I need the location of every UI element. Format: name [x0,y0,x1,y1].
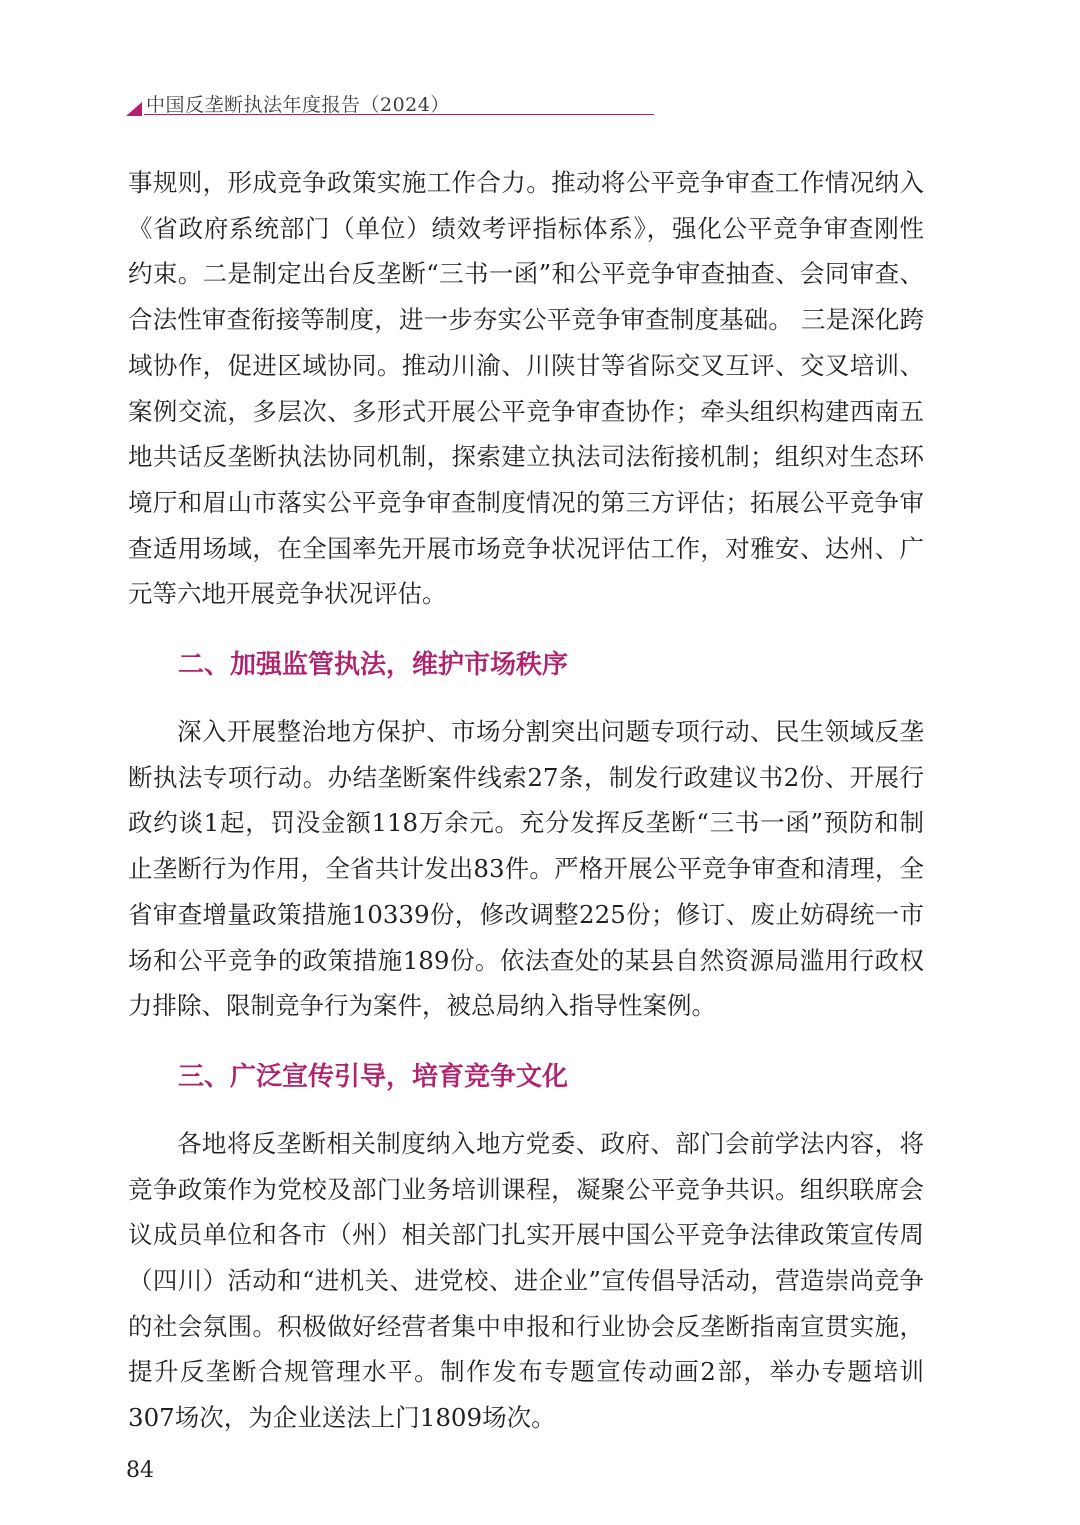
paragraph-enforcement: 深入开展整治地方保护、市场分割突出问题专项行动、民生领域反垄断执法专项行动。办结垄断案件线索27条，制发行政建议书2份、开展行政约谈1起，罚没金额118万余元。充分发挥反垄断“三书一函”预防和制止垄断行为作用，全省共计发出83件。严格开展公平竞争审查和清理，全省审查增量政策措施10339份，修改调整225份；修订、废止妨碍统一市场和公平竞争的政策措施189份。依法查处的某县自然资源局滥用行政权力排除、限制竞争行为案件，被总局纳入指导性案例。 [128,717,924,1021]
triangle-marker-icon [126,102,142,116]
header-rule [144,114,654,115]
running-header [126,86,654,118]
paragraph-publicity: 各地将反垄断相关制度纳入地方党委、政府、部门会前学法内容，将竞争政策作为党校及部门业务培训课程，凝聚公平竞争共识。组织联席会议成员单位和各市（州）相关部门扎实开展中国公平竞争法律政策宣传周（四川）活动和“进机关、进党校、进企业”宣传倡导活动，营造崇尚竞争的社会氛围。积极做好经营者集中申报和行业协会反垄断指南宣贯实施，提升反垄断合规管理水平。制作发布专题宣传动画2部，举办专题培训307场次，为企业送法上门1809场次。 [128,1128,924,1433]
section-heading-2: 二、加强监管执法，维护市场秩序 [178,650,569,681]
section-heading-3: 三、广泛宣传引导，培育竞争文化 [178,1061,569,1092]
report-title: 中国反垄断执法年度报告（2024） [146,94,450,116]
paragraph-continued: 事规则，形成竞争政策实施工作合力。推动将公平竞争审查工作情况纳入《省政府系统部门（单位）绩效考评指标体系》，强化公平竞争审查刚性约束。二是制定出台反垄断“三书一函”和公平竞争审查抽查、会同审查、合法性审查衔接等制度，进一步夯实公平竞争审查制度基础。 三是深化跨域协作，促进区域协同。推动川渝、川陕甘等省际交叉互评、交叉培训、案例交流，多层次、多形式开展公平竞争审查协作；牵头组织构建西南五地共话反垄断执法协同机制，探索建立执法司法衔接机制；组织对生态环境厅和眉山市落实公平竞争审查制度情况的第三方评估；拓展公平竞争审查适用场域，在全国率先开展市场竞争状况评估工作，对雅安、达州、广元等六地开展竞争状况评估。 [128,168,924,609]
page-number: 84 [126,1458,154,1483]
page-body [128,160,924,1441]
